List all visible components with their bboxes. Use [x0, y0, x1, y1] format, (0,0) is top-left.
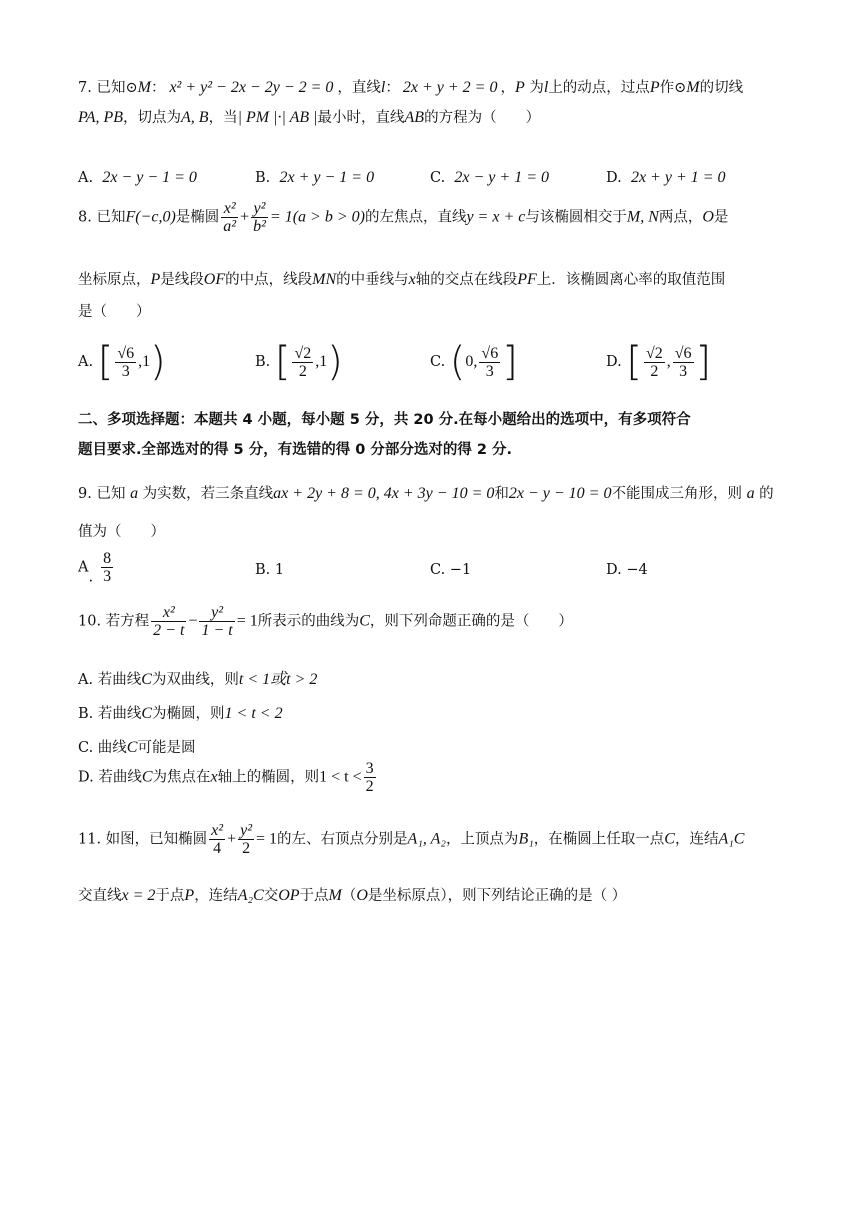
- segment-a1c: A₁C: [718, 830, 745, 848]
- option-d[interactable]: [606, 168, 726, 188]
- line-name: l: [380, 79, 386, 96]
- condition: t < 1或t > 2: [238, 671, 318, 688]
- option-d[interactable]: D. [ $\frac{√2}{2}$ , $\frac{√6}{3}$ ]: [606, 339, 712, 385]
- point-m: M: [328, 887, 342, 904]
- option-label: A: [78, 559, 89, 576]
- denominator: 2 − t: [153, 622, 185, 639]
- text: 的切线: [699, 80, 744, 96]
- text: B. 若曲线: [78, 706, 142, 722]
- option-label: A.: [78, 354, 94, 370]
- sqrt-2: √2: [294, 344, 312, 362]
- question-11-line-2: [78, 886, 626, 906]
- line-equation-3: 2x − y − 10 = 0: [508, 485, 612, 502]
- sqrt-6: √6: [117, 344, 135, 362]
- text: 与该椭圆相交于: [525, 209, 627, 226]
- sqrt-6: √6: [481, 344, 499, 362]
- x-axis-symbol: x: [210, 768, 218, 786]
- fraction-y: [238, 822, 254, 857]
- question-9-line-1: [78, 484, 774, 504]
- fraction-x: [209, 822, 225, 857]
- text: 的方程为（ ）: [424, 110, 541, 126]
- bracket: [: [626, 339, 642, 385]
- option-label: A.: [78, 170, 94, 186]
- option-c[interactable]: C. −1: [430, 562, 472, 578]
- equals: = 1: [256, 830, 278, 848]
- text: 已知: [96, 486, 131, 502]
- question-number: 11.: [78, 831, 106, 848]
- origin: O: [356, 887, 368, 904]
- question-7-line-1: [78, 78, 743, 98]
- question-10-option-d[interactable]: [78, 760, 378, 800]
- fraction: [479, 345, 500, 380]
- option-value: 2x − y + 1 = 0: [454, 169, 549, 186]
- numerator: x²: [211, 822, 224, 839]
- text: 交直线: [78, 888, 122, 904]
- fraction-x: [151, 604, 186, 639]
- denominator: a²: [223, 218, 237, 235]
- fraction-x-over-a: [221, 200, 238, 235]
- option-c[interactable]: [430, 339, 518, 385]
- denominator: 3: [679, 362, 688, 380]
- text: 为焦点在: [152, 769, 211, 786]
- option-b[interactable]: [255, 339, 343, 385]
- text: 于点: [155, 888, 185, 904]
- bracket: (: [449, 339, 466, 385]
- question-8-line-3: [78, 302, 151, 322]
- text: 最小时，直线: [317, 110, 405, 126]
- text: ，连结: [674, 831, 719, 848]
- top-vertex: B₁: [518, 830, 534, 848]
- bracket: [: [274, 339, 291, 385]
- text: 是坐标原点），则下列结论正确的是（ ）: [367, 888, 627, 904]
- option-a[interactable]: [78, 550, 115, 588]
- sqrt-2: √2: [645, 344, 663, 362]
- variable-a: a: [130, 485, 139, 502]
- text: 交: [263, 888, 279, 904]
- line-equation: 2x + y + 2 = 0: [402, 79, 498, 96]
- text: 的左焦点，直线: [364, 209, 467, 226]
- question-8-line-1: 8. 已知F(−c,0)是椭圆 $\frac{\text{x²}}{\text{a²}}$ + $\frac{\text{y²}}{\text{b²}}$ = 1(a > b > 0)的左焦点，直线y = x + c与该椭圆相交于M, N两点，O是: [78, 200, 729, 235]
- fraction: [292, 345, 313, 380]
- text: 两点，: [658, 209, 703, 226]
- text: ，则下列命题正确的是（ ）: [369, 613, 573, 630]
- option-value: 2x + y − 1 = 0: [279, 169, 375, 186]
- curve-c: C: [141, 671, 152, 688]
- fraction: [673, 345, 694, 380]
- point-p: P: [150, 271, 161, 288]
- numerator: x²: [221, 200, 238, 218]
- product-expression: | PM |·| AB |: [237, 109, 318, 126]
- denominator: 4: [213, 840, 222, 857]
- option-value: 2x + y + 1 = 0: [630, 169, 726, 186]
- text: 若方程: [105, 613, 150, 630]
- text: ，直线: [337, 80, 381, 96]
- option-label: D.: [606, 170, 622, 186]
- text: 是线段: [160, 272, 204, 288]
- text: ：: [385, 80, 400, 96]
- ellipse-condition: = 1(a > b > 0): [269, 208, 365, 226]
- question-number: 7.: [78, 80, 97, 96]
- text: A. 若曲线: [78, 672, 142, 688]
- text: ：: [150, 80, 166, 96]
- option-rest: ,1: [138, 353, 151, 370]
- condition: 1 < t < 2: [224, 705, 283, 722]
- line-ab: AB: [404, 109, 425, 126]
- option-b[interactable]: [255, 168, 374, 188]
- numerator: y²: [240, 822, 253, 839]
- bracket: ]: [695, 339, 712, 385]
- option-label: B.: [255, 354, 271, 370]
- text: ，在椭圆上任取一点: [533, 831, 665, 848]
- numerator: 3: [365, 760, 374, 777]
- option-label: C.: [430, 354, 446, 370]
- text: 是（ ）: [78, 304, 151, 320]
- operator: −: [188, 612, 198, 630]
- bracket: ): [150, 339, 166, 385]
- question-number: 9.: [78, 486, 97, 502]
- curve-c: C: [141, 705, 153, 722]
- question-9-line-2: [78, 522, 165, 542]
- condition: 1 < t <: [319, 768, 362, 786]
- option-c[interactable]: [430, 168, 549, 188]
- text: ，: [500, 80, 515, 96]
- point-p: P: [514, 79, 525, 96]
- question-8-line-2: [78, 270, 725, 290]
- equals: = 1: [236, 612, 258, 630]
- text: 如图，已知椭圆: [105, 831, 208, 848]
- point-p: P: [649, 79, 660, 96]
- text: 是: [713, 209, 729, 226]
- text: 可能是圆: [137, 740, 196, 756]
- text: D. 若曲线: [78, 769, 142, 786]
- fraction-y-over-b: [251, 200, 268, 235]
- text: ，连结: [194, 888, 238, 904]
- text: 的: [754, 486, 774, 502]
- text: 的中点，线段: [225, 272, 313, 288]
- text: 不能围成三角形，则: [611, 486, 747, 502]
- text: 为双曲线，则: [151, 672, 239, 688]
- focus-point: F(−c,0): [125, 208, 176, 226]
- text: （: [341, 888, 357, 904]
- text: 已知⊙: [96, 80, 138, 96]
- denominator: 2: [242, 840, 251, 857]
- point-p: P: [184, 887, 195, 904]
- segment-pf: PF: [517, 271, 537, 288]
- segment-a2c: A₂C: [237, 887, 264, 904]
- text: 值为（ ）: [78, 524, 165, 540]
- option-label: D.: [606, 354, 622, 370]
- denominator: 2: [298, 362, 307, 380]
- text: 是椭圆: [175, 209, 220, 226]
- text: 所表示的曲线为: [257, 613, 360, 630]
- operator: +: [227, 830, 237, 848]
- question-10-option-c[interactable]: [78, 738, 195, 758]
- option-a[interactable]: [78, 168, 197, 188]
- point-c: C: [664, 830, 675, 848]
- text: 轴的交点在线段: [415, 272, 518, 288]
- question-10-option-a[interactable]: [78, 670, 317, 690]
- curve-c: C: [359, 612, 370, 630]
- fraction: [364, 760, 376, 795]
- x-axis-symbol: x: [408, 271, 416, 288]
- option-value: 2x − y − 1 = 0: [102, 169, 197, 186]
- text: 和: [494, 486, 509, 502]
- text: 上．该椭圆离心率的取值范围: [536, 272, 726, 288]
- line-x-2: x = 2: [121, 887, 156, 904]
- tangent-lines: PA, PB: [78, 109, 124, 126]
- numerator: 8: [103, 550, 112, 567]
- question-number: 10.: [78, 613, 106, 630]
- text: ，切点为: [123, 110, 182, 126]
- question-10-line-1: [78, 604, 573, 646]
- text: 作⊙: [659, 80, 687, 96]
- denominator: 3: [121, 362, 130, 380]
- curve-c: C: [126, 739, 138, 756]
- option-label: B.: [255, 170, 271, 186]
- option-b[interactable]: B. 1: [255, 562, 285, 578]
- text: ，上顶点为: [445, 831, 519, 848]
- line-equation: y = x + c: [466, 208, 526, 226]
- bracket: ): [327, 339, 343, 385]
- segment-mn: MN: [312, 271, 337, 288]
- bracket: [: [97, 339, 114, 385]
- text: 的左、右顶点分别是: [277, 831, 408, 848]
- circle-name: M: [137, 79, 151, 96]
- option-dot: .: [88, 569, 94, 586]
- vertices: A₁, A₂: [407, 830, 446, 848]
- variable-a: a: [746, 485, 755, 502]
- text: C. 曲线: [78, 740, 127, 756]
- option-label: C.: [430, 170, 446, 186]
- numerator: y²: [251, 200, 268, 218]
- bracket: ]: [502, 339, 518, 385]
- line-name: l: [543, 79, 549, 96]
- origin: O: [702, 208, 714, 226]
- denominator: b²: [253, 218, 266, 235]
- question-11-line-1: [78, 822, 744, 864]
- text: 于点: [299, 888, 329, 904]
- text: ，当: [208, 110, 238, 126]
- sqrt-6: √6: [674, 344, 692, 362]
- curve-c: C: [141, 768, 153, 786]
- option-a[interactable]: [78, 339, 166, 385]
- tangent-points: A, B: [181, 109, 209, 126]
- question-number: 8.: [78, 209, 97, 226]
- question-7-line-2: [78, 108, 540, 128]
- text: 上的动点，过点: [548, 80, 650, 96]
- option-d[interactable]: D. −4: [606, 562, 648, 578]
- line-equations: ax + 2y + 8 = 0, 4x + 3y − 10 = 0: [273, 485, 495, 502]
- text: 为椭圆，则: [152, 706, 225, 722]
- denominator: 1 − t: [201, 622, 233, 639]
- circle-name: M: [686, 79, 700, 96]
- text: 坐标原点，: [78, 272, 151, 288]
- text: 的中垂线与: [336, 272, 409, 288]
- circle-equation: x² + y² − 2x − 2y − 2 = 0: [169, 79, 334, 96]
- denominator: 3: [485, 362, 494, 380]
- numerator: x²: [151, 604, 186, 622]
- option-rest: ,1: [315, 353, 328, 370]
- text: 为实数，若三条直线: [138, 486, 274, 502]
- denominator: 2: [650, 362, 659, 380]
- intersection-points: M, N: [626, 208, 659, 226]
- denominator: 3: [103, 568, 112, 585]
- fraction: [115, 345, 136, 380]
- fraction: [101, 550, 113, 585]
- text: 轴上的椭圆，则: [217, 769, 320, 786]
- denominator: 2: [365, 778, 374, 795]
- section-2-heading-line-1: 二、多项选择题：本题共 4 小题，每小题 5 分，共 20 分.在每小题给出的选项中，有多项符合: [78, 412, 691, 428]
- question-10-option-b[interactable]: [78, 704, 283, 724]
- numerator: y²: [199, 604, 234, 622]
- text: 已知: [96, 209, 126, 226]
- fraction: [644, 345, 665, 380]
- segment-op: OP: [278, 887, 300, 904]
- segment-of: OF: [203, 271, 226, 288]
- fraction-y: [199, 604, 234, 639]
- section-2-heading-line-2: 题目要求.全部选对的得 5 分，有选错的得 0 分部分选对的得 2 分.: [78, 442, 513, 458]
- option-pre: 0,: [465, 353, 478, 370]
- text: 为: [524, 80, 544, 96]
